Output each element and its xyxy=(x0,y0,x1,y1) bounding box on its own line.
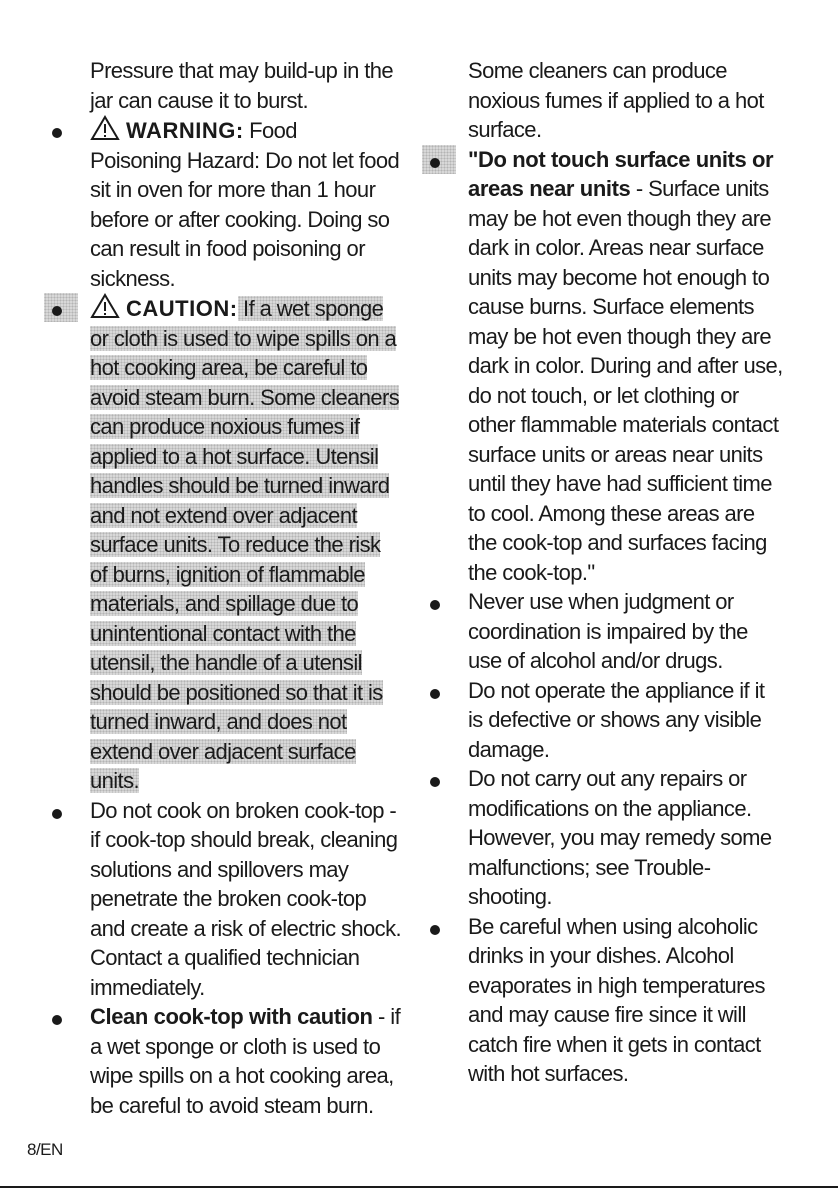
text-line: Do not cook on broken cook-top - xyxy=(90,797,397,823)
text-line: with hot surfaces. xyxy=(468,1061,629,1086)
warning-item xyxy=(52,115,424,293)
text-line: catch fire when it gets in contact xyxy=(468,1031,761,1057)
text-line: Contact a qualified technician xyxy=(90,945,360,970)
text-line: immediately. xyxy=(90,974,205,1000)
text-line: if cook-top should break, cleaning xyxy=(90,827,398,852)
caution-label: CAUTION: xyxy=(126,296,238,321)
text-line: shooting. xyxy=(468,884,552,909)
page-number: 8/EN xyxy=(27,1140,63,1159)
highlighted-text-line: hot cooking area, be careful to xyxy=(90,355,368,380)
highlighted-text-line: extend over adjacent surface xyxy=(90,738,356,764)
text-line: Pressure that may build-up in the xyxy=(90,58,394,83)
text-line: the cook-top and surfaces facing xyxy=(468,530,767,555)
text-line: sickness. xyxy=(90,265,176,291)
text-line: However, you may remedy some xyxy=(468,825,772,850)
text-line: Never use when judgment or xyxy=(468,589,734,614)
bottom-rule xyxy=(0,1186,838,1188)
intro-continuation-left xyxy=(52,56,424,115)
text-line: use of alcohol and/or drugs. xyxy=(468,648,723,673)
text-line: wipe spills on a hot cooking area, xyxy=(90,1063,394,1088)
highlighted-text-line: of burns, ignition of flammable xyxy=(90,561,365,587)
highlighted-text-line: can produce noxious fumes if xyxy=(90,414,360,439)
text-line: coordination is impaired by the xyxy=(468,618,748,644)
text-line: drinks in your dishes. Alcohol xyxy=(468,943,734,968)
clean-cooktop-item xyxy=(52,1002,424,1120)
bullet-dot-icon xyxy=(52,306,62,316)
text-line: noxious fumes if applied to a hot xyxy=(468,87,764,113)
surface-units-line2-text: - Surface units xyxy=(630,176,769,201)
bullet-dot-icon xyxy=(430,600,440,610)
text-line: evaporates in high temperatures xyxy=(468,972,765,998)
text-line: dark in color. During and after use, xyxy=(468,353,783,378)
warning-triangle-icon xyxy=(90,115,120,141)
bullet-dot-icon xyxy=(52,809,62,819)
clean-cooktop-first-line xyxy=(90,1002,400,1032)
text-line: Some cleaners can produce xyxy=(468,58,727,83)
judgment-item xyxy=(430,587,830,676)
left-column xyxy=(52,56,424,1120)
text-line: jar can cause it to burst. xyxy=(90,87,308,113)
text-line: surface. xyxy=(468,117,542,142)
text-line: sit in oven for more than 1 hour xyxy=(90,177,376,202)
highlighted-text-line: unintentional contact with the xyxy=(90,620,356,646)
warning-first-text: Food xyxy=(243,118,297,143)
text-line: surface units or areas near units xyxy=(468,441,763,467)
text-line: cause burns. Surface elements xyxy=(468,294,754,319)
text-line: and create a risk of electric shock. xyxy=(90,915,401,941)
surface-units-heading-line2 xyxy=(468,174,769,204)
surface-units-item xyxy=(430,145,830,588)
surface-units-heading-line1: "Do not touch surface units or xyxy=(468,146,774,172)
text-line: may be hot even though they are xyxy=(468,323,772,349)
warning-triangle-icon xyxy=(90,293,120,319)
text-line: do not touch, or let clothing or xyxy=(468,382,739,408)
text-line: damage. xyxy=(468,736,550,762)
caution-first-text: If a wet sponge xyxy=(237,296,384,321)
bullet-dot-icon xyxy=(52,128,62,138)
warning-label: WARNING: xyxy=(126,118,244,143)
text-line: is defective or shows any visible xyxy=(468,707,762,732)
text-line: may be hot even though they are xyxy=(468,205,772,231)
text-line: before or after cooking. Doing so xyxy=(90,206,390,232)
bullet-dot-icon xyxy=(52,1015,62,1025)
text-line: malfunctions; see Trouble- xyxy=(468,854,711,880)
repairs-item xyxy=(430,764,830,912)
text-line: solutions and spillovers may xyxy=(90,856,349,882)
text-line: can result in food poisoning or xyxy=(90,236,365,261)
highlighted-text-line: utensil, the handle of a utensil xyxy=(90,650,362,675)
broken-cooktop-item xyxy=(52,796,424,1003)
highlighted-text-line: units. xyxy=(90,768,139,793)
text-line: be careful to avoid steam burn. xyxy=(90,1092,374,1118)
text-line: Be careful when using alcoholic xyxy=(468,913,758,939)
bullet-dot-icon xyxy=(430,925,440,935)
text-line: until they have had sufficient time xyxy=(468,471,772,496)
text-line: Poisoning Hazard: Do not let food xyxy=(90,147,400,173)
caution-item xyxy=(52,293,424,796)
right-column xyxy=(430,56,830,1089)
text-line: modifications on the appliance. xyxy=(468,795,752,821)
highlighted-text-line: handles should be turned inward xyxy=(90,473,390,498)
intro-continuation-right xyxy=(430,56,830,145)
text-line: dark in color. Areas near surface xyxy=(468,235,764,260)
text-line: the cook-top." xyxy=(468,559,595,585)
clean-cooktop-first-text: - if xyxy=(372,1004,401,1029)
highlighted-text-line: or cloth is used to wipe spills on a xyxy=(90,325,397,351)
highlighted-text-line: and not extend over adjacent xyxy=(90,502,357,528)
text-line: units may become hot enough to xyxy=(468,264,770,290)
highlighted-text-line: materials, and spillage due to xyxy=(90,591,359,616)
highlighted-text-line: surface units. To reduce the risk xyxy=(90,532,381,557)
text-line: a wet sponge or cloth is used to xyxy=(90,1033,381,1059)
text-line: and may cause fire since it will xyxy=(468,1002,746,1027)
text-line: Do not carry out any repairs or xyxy=(468,766,747,791)
highlighted-text-line: should be positioned so that it is xyxy=(90,679,383,705)
bullet-dot-icon xyxy=(430,777,440,787)
alcohol-item xyxy=(430,912,830,1089)
text-line: to cool. Among these areas are xyxy=(468,500,755,526)
text-line: penetrate the broken cook-top xyxy=(90,886,367,911)
highlighted-text-line: avoid steam burn. Some cleaners xyxy=(90,384,400,410)
bullet-dot-icon xyxy=(430,158,440,168)
highlighted-text-line: applied to a hot surface. Utensil xyxy=(90,443,379,469)
warning-first-line xyxy=(90,115,297,146)
text-line: Do not operate the appliance if it xyxy=(468,677,765,703)
defective-item xyxy=(430,676,830,765)
caution-first-line xyxy=(90,293,383,324)
clean-cooktop-heading: Clean cook-top with caution xyxy=(90,1004,373,1029)
text-line: other flammable materials contact xyxy=(468,412,779,437)
bullet-dot-icon xyxy=(430,689,440,699)
surface-units-heading-bold: areas near units xyxy=(468,176,631,201)
highlighted-text-line: turned inward, and does not xyxy=(90,709,347,734)
